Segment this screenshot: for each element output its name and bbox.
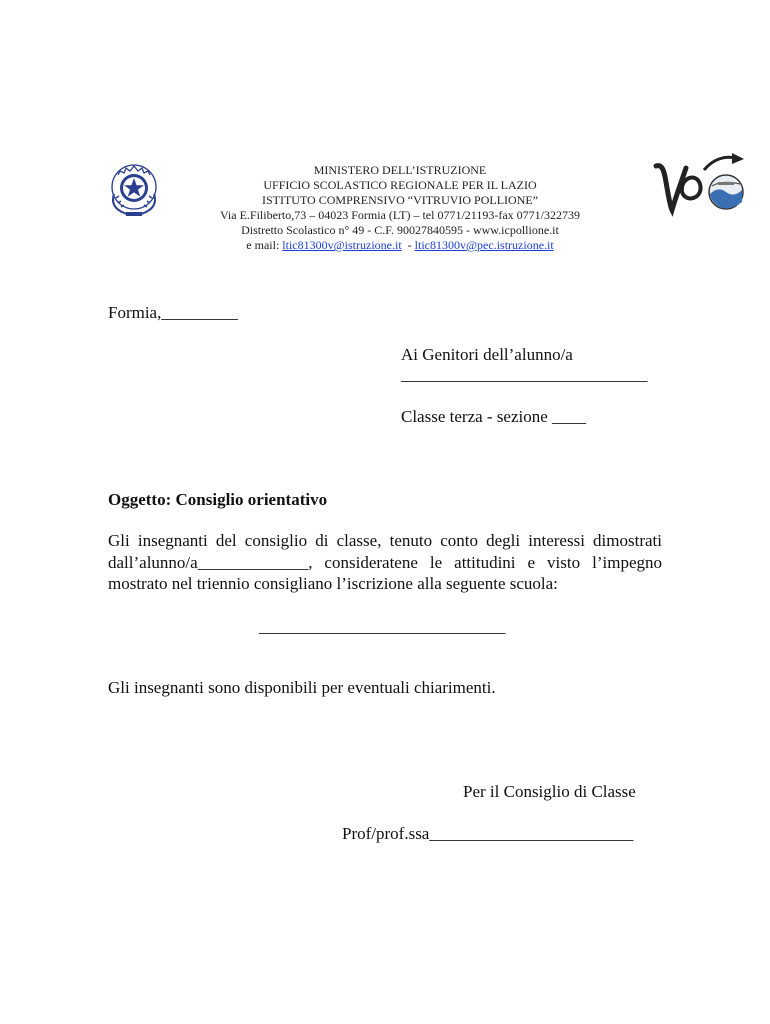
vitruvio-pollione-logo-icon: [652, 152, 748, 220]
email-prefix: e mail:: [246, 238, 283, 252]
email-separator: -: [401, 238, 415, 252]
recipient-name-blank: _____________________________: [401, 365, 648, 384]
subject-line: Oggetto: Consiglio orientativo: [108, 490, 328, 509]
place-date-line: Formia,_________: [108, 303, 238, 322]
class-section-line: Classe terza - sezione ____: [401, 407, 587, 426]
recommended-school-blank: _____________________________: [259, 617, 506, 636]
email-line: [160, 238, 640, 253]
recipient-label: Ai Genitori dell’alunno/a: [401, 345, 573, 364]
signature-professor-line: Prof/prof.ssa________________________: [342, 824, 634, 843]
regional-office: UFFICIO SCOLASTICO REGIONALE PER IL LAZIO: [263, 178, 537, 192]
signature-for-council: Per il Consiglio di Classe: [463, 782, 636, 801]
letterhead: [160, 163, 640, 253]
school-district: Distretto Scolastico n° 49 - C.F. 90027840595 - www.icpollione.it: [241, 223, 559, 237]
email-link-istruzione[interactable]: ltic81300v@istruzione.it: [282, 238, 402, 252]
ministry-name: MINISTERO DELL’ISTRUZIONE: [313, 163, 487, 177]
italian-republic-emblem-icon: [106, 160, 162, 220]
body-paragraph: Gli insegnanti del consiglio di classe, tenuto conto degli interessi dimostrati dall’alunno/a_____________, consideratene le attitudini e visto l’impegno mostrato nel triennio consigliano l’iscrizione alla seguente scuola:: [108, 531, 662, 593]
email-link-pec[interactable]: ltic81300v@pec.istruzione.it: [414, 238, 554, 252]
school-name: ISTITUTO COMPRENSIVO “VITRUVIO POLLIONE”: [261, 193, 539, 207]
school-address: Via E.Filiberto,73 – 04023 Formia (LT) – tel 0771/21193-fax 0771/322739: [219, 208, 581, 222]
availability-note: Gli insegnanti sono disponibili per eventuali chiarimenti.: [108, 678, 496, 697]
